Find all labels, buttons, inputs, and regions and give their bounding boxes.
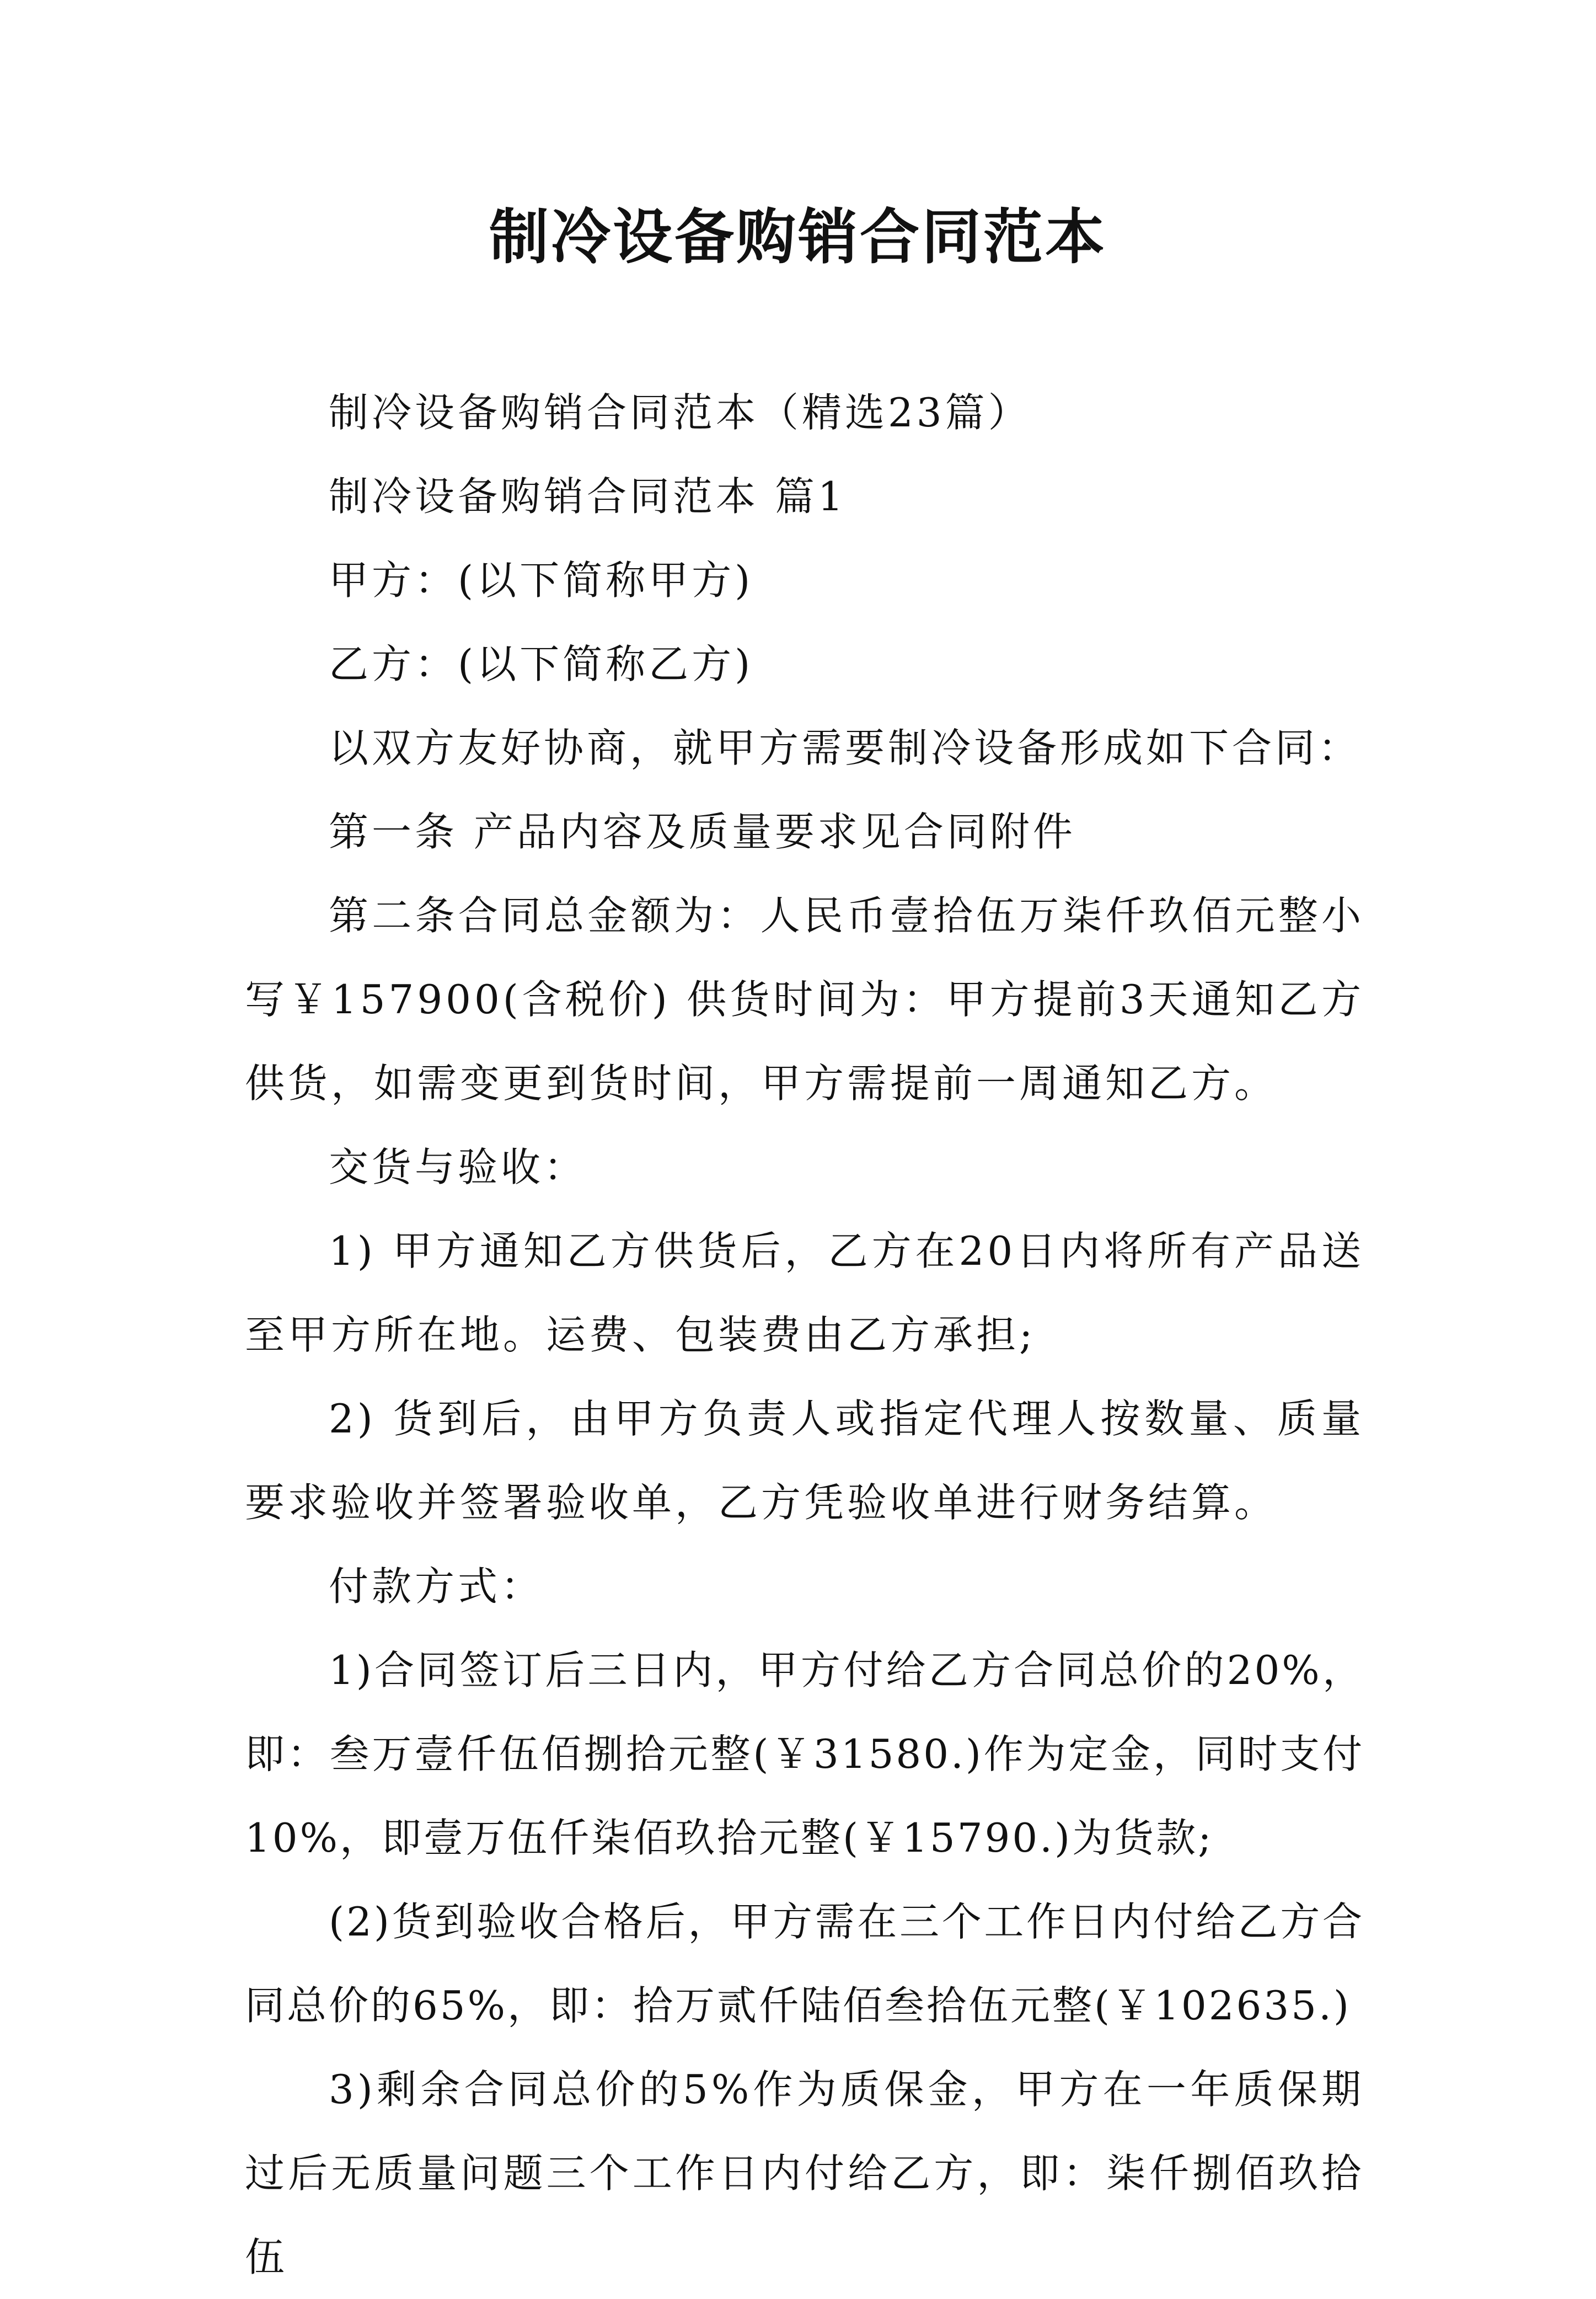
paragraph-delivery-2: 2) 货到后，由甲方负责人或指定代理人按数量、质量要求验收并签署验收单，乙方凭验收单进行财务结算。 [245, 1396, 1364, 1526]
paragraph-section-heading: 制冷设备购销合同范本 篇1 [329, 473, 847, 520]
document-title: 制冷设备购销合同范本 [489, 202, 1107, 272]
paragraph-subtitle: 制冷设备购销合同范本（精选23篇） [329, 389, 1031, 436]
paragraph-payment-heading: 付款方式： [329, 1563, 544, 1610]
paragraph-party-b: 乙方：(以下简称乙方) [329, 641, 754, 687]
paragraph-article-1: 第一条 产品内容及质量要求见合同附件 [329, 809, 1076, 855]
paragraph-article-2: 第二条合同总金额为：人民币壹拾伍万柒仟玖佰元整小写￥157900(含税价) 供货时间为：甲方提前3天通知乙方供货，如需变更到货时间，甲方需提前一周通知乙方。 [245, 892, 1364, 1106]
document-body [245, 371, 1364, 2299]
paragraph-preamble: 以双方友好协商，就甲方需要制冷设备形成如下合同： [329, 725, 1362, 771]
paragraph-party-a: 甲方：(以下简称甲方) [329, 557, 754, 603]
paragraph-delivery-1: 1) 甲方通知乙方供货后，乙方在20日内将所有产品送至甲方所在地。运费、包装费由乙方承担; [245, 1228, 1364, 1358]
paragraph-payment-1: 1)合同签订后三日内，甲方付给乙方合同总价的20%，即：叁万壹仟伍佰捌拾元整(￥31580.)作为定金，同时支付10%，即壹万伍仟柒佰玖拾元整(￥15790.)为货款; [245, 1647, 1364, 1861]
paragraph-delivery-heading: 交货与验收： [329, 1144, 587, 1190]
paragraph-payment-3: 3)剩余合同总价的5%作为质保金，甲方在一年质保期过后无质量问题三个工作日内付给乙方，即：柒仟捌佰玖拾伍 [245, 2066, 1364, 2280]
paragraph-payment-2: (2)货到验收合格后，甲方需在三个工作日内付给乙方合同总价的65%，即：拾万贰仟陆佰叁拾伍元整(￥102635.) [245, 1899, 1364, 2029]
